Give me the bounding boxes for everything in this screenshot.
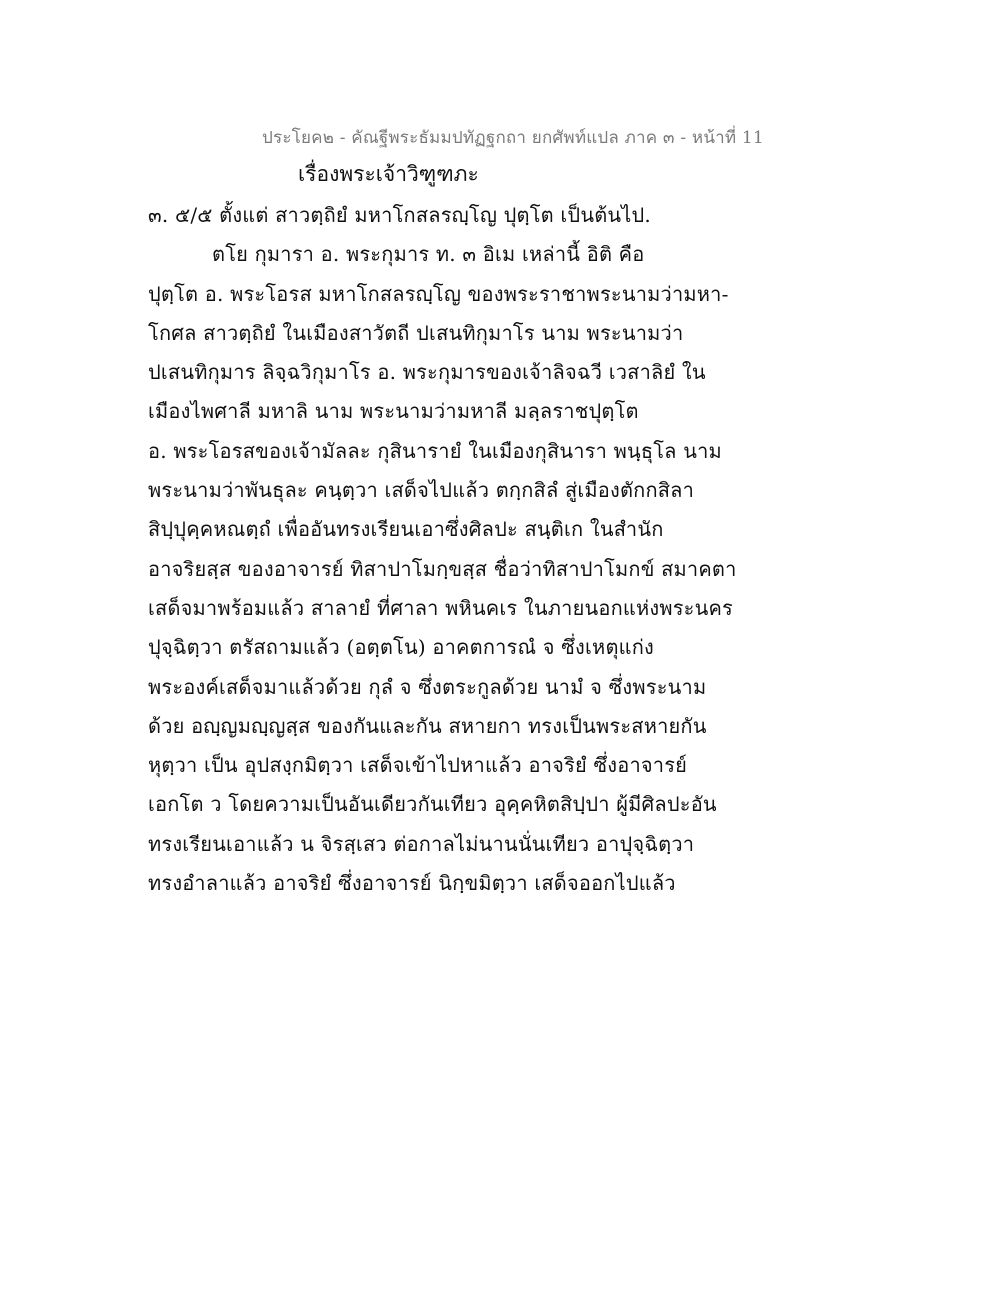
story-title: เรื่องพระเจ้าวิฑูฑภะ (298, 162, 479, 186)
text-line: พระนามว่าพันธุละ คนฺตฺวา เสด็จไปแล้ว ตกฺกสิลํ สู่เมืองตักกสิลา (148, 478, 695, 503)
text-line: โกศล สาวตฺถิยํ ในเมืองสาวัตถี ปเสนทิกุมาโร นาม พระนามว่า (148, 320, 684, 345)
text-line: เอกโต ว โดยความเป็นอันเดียวกันเทียว อุคฺคหิตสิปฺปา ผู้มีศิลปะอัน (148, 792, 717, 817)
text-line: ปเสนทิกุมาร ลิจฺฉวิกุมาโร อ. พระกุมารของเจ้าลิจฉวี เวสาลิยํ ใน (148, 360, 706, 385)
text-line: สิปฺปุคฺคหณตฺถํ เพื่ออันทรงเรียนเอาซึ่งศิลปะ สนฺติเก ในสำนัก (148, 517, 664, 542)
text-line: ๓. ๕/๕ ตั้งแต่ สาวตฺถิยํ มหาโกสลรญฺโญ ปุตฺโต เป็นต้นไป. (148, 203, 651, 227)
text-line: ทรงอำลาแล้ว อาจริยํ ซึ่งอาจารย์ นิกฺขมิตฺวา เสด็จออกไปแล้ว (148, 871, 676, 896)
body-text (148, 196, 868, 903)
text-line: อาจริยสฺส ของอาจารย์ ทิสาปาโมกฺขสฺส ชื่อว่าทิสาปาโมกข์ สมาคตา (148, 556, 737, 581)
text-line: หุตฺวา เป็น อุปสงฺกมิตฺวา เสด็จเข้าไปหาแล้ว อาจริยํ ซึ่งอาจารย์ (148, 753, 688, 778)
text-line: อ. พระโอรสของเจ้ามัลละ กุสินารายํ ในเมืองกุสินารา พนฺธุโล นาม (148, 438, 722, 463)
text-line: ด้วย อญฺญมญฺญสฺส ของกันและกัน สหายกา ทรงเป็นพระสหายกัน (148, 713, 707, 738)
text-line: ทรงเรียนเอาแล้ว น จิรสฺเสว ต่อกาลไม่นานนั่นเทียว อาปุจฺฉิตฺวา (148, 831, 695, 856)
text-line: พระองค์เสด็จมาแล้วด้วย กุลํ จ ซึ่งตระกูลด้วย นามํ จ ซึ่งพระนาม (148, 674, 707, 699)
text-line: เสด็จมาพร้อมแล้ว สาลายํ ที่ศาลา พหินคเร ในภายนอกแห่งพระนคร (148, 595, 733, 620)
text-line: ตโย กุมารา อ. พระกุมาร ท. ๓ อิเม เหล่านี้ อิติ คือ (212, 242, 645, 267)
text-line: ปุตฺโต อ. พระโอรส มหาโกสลรญฺโญ ของพระราชาพระนามว่ามหา- (148, 281, 729, 306)
running-header: ประโยค๒ - คัณฐีพระธัมมปทัฏฐกถา ยกศัพท์แปล ภาค ๓ - หน้าที่ 11 (262, 128, 764, 148)
text-line: ปุจฺฉิตฺวา ตรัสถามแล้ว (อตฺตโน) อาคตการณํ จ ซึ่งเหตุแก่ง (148, 635, 654, 660)
text-line: เมืองไพศาลี มหาลิ นาม พระนามว่ามหาลี มลฺลราชปุตฺโต (148, 399, 639, 424)
